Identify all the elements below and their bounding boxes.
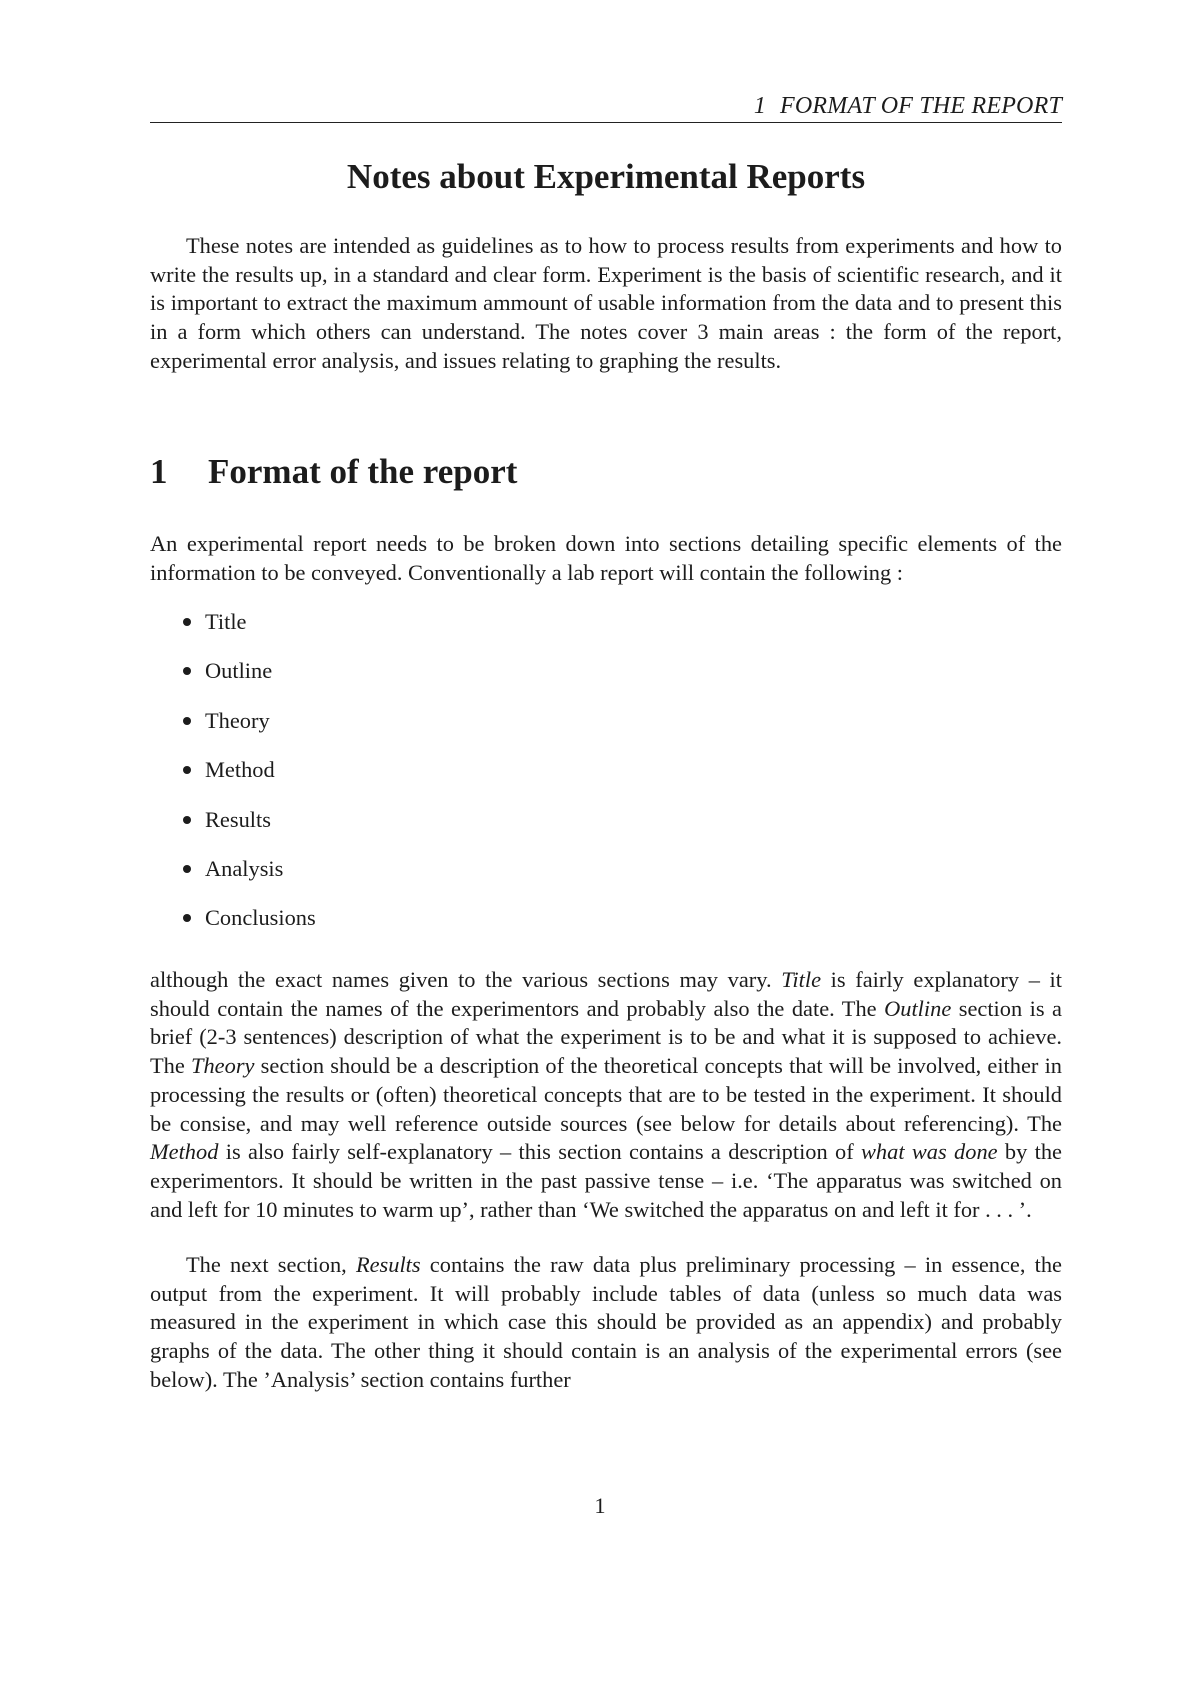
bullet-icon [183, 865, 191, 873]
bullet-icon [183, 667, 191, 675]
list-item [150, 855, 1062, 904]
body-text: section should be a description of the theoretical concepts that will be involved, either in processing the results or (often) theoretical concepts that are to be tested in the experiment. It should be consise, and may well reference outside sources (see below for details about referencing). The [150, 1053, 1062, 1136]
list-item [150, 806, 1062, 855]
emphasis-results: Results [355, 1252, 421, 1277]
body-text: is also fairly self-explanatory – this section contains a description of [218, 1139, 861, 1165]
results-paragraph [150, 1251, 1062, 1395]
section-lead-paragraph: An experimental report needs to be broken down into sections detailing specific elements of the information to be conveyed. Conventionally a lab report will contain the following : [150, 531, 1062, 585]
header-section-title: FORMAT OF THE REPORT [780, 93, 1062, 119]
list-item [150, 756, 1062, 805]
emphasis-theory: Theory [191, 1053, 255, 1079]
emphasis-what-was-done: what was done [861, 1139, 998, 1165]
body-text: although the exact names given to the various sections may vary. [150, 967, 782, 992]
bullet-icon [183, 766, 191, 774]
emphasis-title: Title [781, 967, 822, 992]
list-item-label: Title [205, 609, 247, 634]
bullet-icon [183, 914, 191, 922]
list-item-label: Method [205, 757, 275, 783]
list-item-label: Analysis [205, 855, 284, 881]
body-text: section is a brief (2-3 sentences) description of what the experiment is to be and what it is supposed to achieve. The [150, 995, 1062, 1079]
list-item-label: Outline [205, 658, 273, 684]
list-item [150, 904, 1062, 953]
bullet-icon [183, 717, 191, 725]
body-text: The next section, [186, 1252, 356, 1277]
page-number: 1 [594, 1493, 606, 1518]
document-title: Notes about Experimental Reports [346, 157, 866, 196]
list-item-label: Results [205, 806, 271, 832]
list-item [150, 608, 1062, 657]
section-number: 1 [150, 452, 168, 491]
intro-paragraph: These notes are intended as guidelines as to how to process results from experiments and how to write the results up, in a standard and clear form. Experiment is the basis of scientific research, and it is important to extract the maximum ammount of usable information from the data and to present this in a form which others can understand. The notes cover 3 main areas : the form of the report, experimental error analysis, and issues relating to graphing the results. [150, 233, 1062, 373]
list-item [150, 707, 1062, 756]
bullet-icon [183, 618, 191, 626]
sections-description-paragraph [150, 966, 1062, 1224]
section-title: Format of the report [208, 452, 518, 491]
body-text: is fairly explanatory – it should contain the names of the experimentors and probably also the date. The [150, 967, 1062, 1021]
list-item [150, 657, 1062, 706]
body-text: by the experimentors. It should be written in the past passive tense – i.e. ‘The apparatus was switched on and left for 10 minutes to warm up’, rather than ‘We switched the apparatus on and left it for . . . ’. [150, 1139, 1062, 1222]
emphasis-method: Method [150, 1139, 219, 1165]
list-item-label: Conclusions [205, 905, 316, 931]
bullet-icon [183, 816, 191, 824]
list-item-label: Theory [205, 707, 270, 733]
section-heading [150, 451, 517, 493]
report-sections-list [150, 608, 1062, 954]
emphasis-outline: Outline [884, 995, 952, 1021]
running-header [150, 92, 1062, 123]
header-section-number: 1 [753, 93, 767, 119]
body-text: contains the raw data plus preliminary processing – in essence, the output from the experiment. It will probably include tables of data (unless so much data was measured in the experiment in which case this should be provided as an appendix) and probably graphs of the data. The other thing it should contain is an analysis of the experimental errors (see below). The ’Analysis’ section contains further [150, 1252, 1062, 1392]
